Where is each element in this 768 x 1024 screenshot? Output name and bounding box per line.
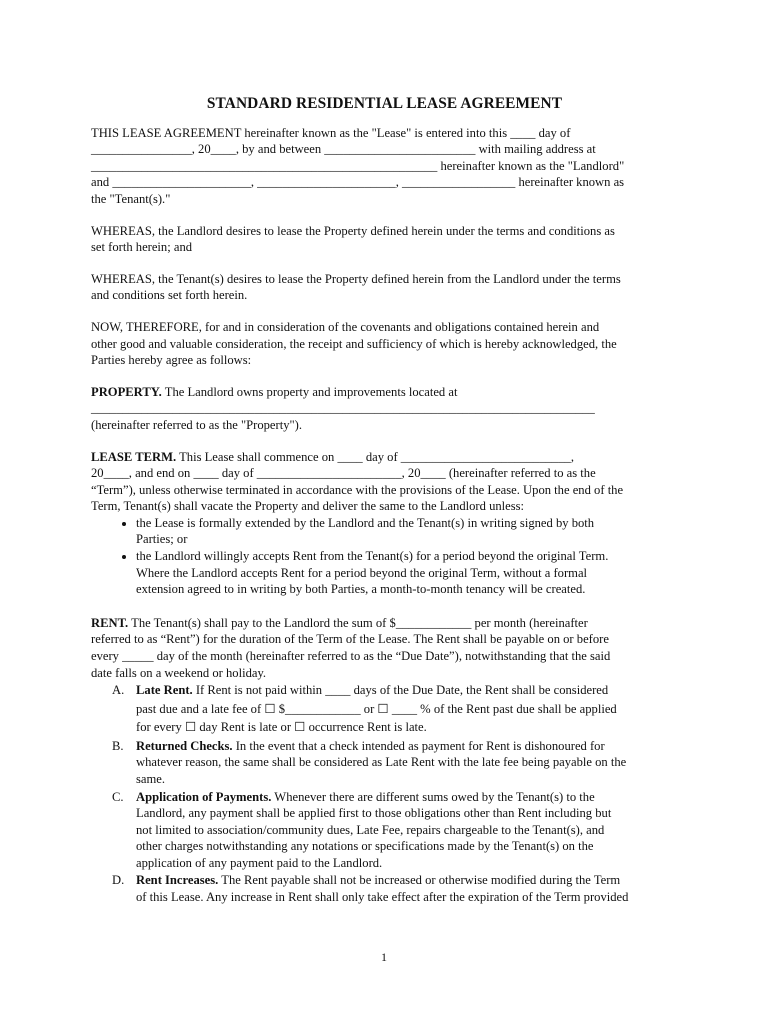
document-title: STANDARD RESIDENTIAL LEASE AGREEMENT	[206, 95, 563, 112]
whereas-landlord-paragraph	[91, 223, 678, 256]
subsection-line: application of any payment paid to the Landlord.	[136, 855, 383, 870]
list-marker: B.	[112, 738, 124, 753]
subsection-line: other charges notwithstanding any notations or specifications made by the Tenant(s) on the	[136, 839, 594, 854]
subsection-line	[136, 738, 678, 755]
intro-line: the "Tenant(s)."	[91, 191, 171, 206]
rent-subsections	[91, 681, 678, 905]
whereas-line: set forth herein; and	[91, 240, 193, 255]
lease-term-heading: LEASE TERM.	[91, 449, 177, 464]
bullet-line: extension agreed to in writing by both Parties, a month-to-month tenancy will be created.	[136, 582, 586, 597]
whereas-tenant-paragraph	[91, 271, 678, 304]
property-line	[91, 384, 678, 401]
rent-line: referred to as “Rent”) for the duration of the Term of the Lease. The Rent shall be payable on or before	[91, 632, 609, 647]
property-text: The Landlord owns property and improvements located at	[161, 384, 458, 399]
rent-line: every _____ day of the month (hereinafter referred to as the “Due Date”), notwithstanding that the said	[91, 649, 611, 664]
lease-term-section	[91, 449, 678, 598]
rent-line: date falls on a weekend or holiday.	[91, 665, 267, 680]
list-item	[136, 548, 678, 598]
bullet-line: • the Lease is formally extended by the Landlord and the Tenant(s) in writing signed by both	[136, 515, 595, 530]
now-therefore-line: other good and valuable consideration, the receipt and sufficiency of which is hereby acknowledged, the	[91, 336, 617, 351]
subsection-line: past due and a late fee of ☐ $____________ or ☐ ____ % of the Rent past due shall be applied	[136, 701, 617, 716]
intro-line: and ______________________, ______________________, __________________ hereinafter known as	[91, 175, 625, 190]
lease-term-text: This Lease shall commence on ____ day of ___________________________,	[176, 449, 574, 464]
property-line: (hereinafter referred to as the "Property").	[91, 417, 302, 432]
rent-heading: RENT.	[91, 615, 129, 630]
rent-increases-item	[112, 872, 678, 905]
list-marker: D.	[112, 873, 125, 888]
application-of-payments-heading: Application of Payments.	[136, 789, 272, 804]
returned-checks-heading: Returned Checks.	[136, 738, 233, 753]
bullet-line: Parties; or	[136, 532, 188, 547]
subsection-line	[136, 872, 678, 889]
returned-checks-text: In the event that a check intended as payment for Rent is dishonoured for	[232, 738, 605, 753]
whereas-line: WHEREAS, the Tenant(s) desires to lease the Property defined herein from the Landlord under the terms	[91, 271, 621, 286]
intro-line: _______________________________________________________ hereinafter known as the "Landlord"	[91, 158, 625, 173]
property-address-blank: ________________________________________________________________________________	[91, 401, 595, 416]
subsection-line: not limited to association/community dues, Late Fee, repairs chargeable to the Tenant(s), and	[136, 822, 605, 837]
late-rent-item	[112, 681, 678, 737]
list-marker: A.	[112, 683, 125, 698]
whereas-line: and conditions set forth herein.	[91, 288, 248, 303]
subsection-line: for every ☐ day Rent is late or ☐ occurrence Rent is late.	[136, 720, 427, 735]
intro-line: ________________, 20____, by and between ________________________ with mailing address at	[91, 142, 596, 157]
subsection-line	[136, 681, 678, 700]
intro-line: THIS LEASE AGREEMENT hereinafter known as the "Lease" is entered into this ____ day of	[91, 125, 571, 140]
rent-text: The Tenant(s) shall pay to the Landlord the sum of $____________ per month (hereinafter	[128, 615, 588, 630]
bullet-line: • the Landlord willingly accepts Rent from the Tenant(s) for a period beyond the original Term.	[136, 549, 609, 564]
lease-term-conditions	[91, 515, 678, 598]
subsection-line: Landlord, any payment shall be applied first to those obligations other than Rent including but	[136, 806, 612, 821]
subsection-line: same.	[136, 771, 166, 786]
lease-term-line: “Term”), unless otherwise terminated in accordance with the provisions of the Lease. Upon the end of the	[91, 482, 624, 497]
lease-term-line: 20____, and end on ____ day of _______________________, 20____ (hereinafter referred to as the	[91, 466, 596, 481]
subsection-line: whatever reason, the same shall be considered as Late Rent with the late fee being payable on the	[136, 755, 627, 770]
now-therefore-line: NOW, THEREFORE, for and in consideration of the covenants and obligations contained herein and	[91, 319, 600, 334]
late-rent-text: If Rent is not paid within ____ days of the Due Date, the Rent shall be considered	[192, 683, 609, 698]
rent-increases-text: The Rent payable shall not be increased or otherwise modified during the Term	[218, 873, 621, 888]
returned-checks-item	[112, 738, 678, 788]
now-therefore-line: Parties hereby agree as follows:	[91, 353, 252, 368]
property-section	[91, 384, 678, 434]
bullet-line: Where the Landlord accepts Rent for a period beyond the original Term, without a formal	[136, 565, 588, 580]
page-number: 1	[381, 950, 387, 964]
subsection-line	[136, 789, 678, 806]
lease-term-line	[91, 449, 678, 466]
rent-line	[91, 615, 678, 632]
whereas-line: WHEREAS, the Landlord desires to lease the Property defined herein under the terms and conditions as	[91, 223, 615, 238]
lease-term-line: Term, Tenant(s) shall vacate the Property and deliver the same to the Landlord unless:	[91, 499, 525, 514]
intro-paragraph	[91, 125, 678, 208]
list-marker: C.	[112, 789, 124, 804]
application-of-payments-item	[112, 789, 678, 872]
property-heading: PROPERTY.	[91, 384, 162, 399]
rent-section	[91, 615, 678, 906]
late-rent-heading: Late Rent.	[136, 683, 193, 698]
rent-increases-heading: Rent Increases.	[136, 873, 219, 888]
subsection-line: of this Lease. Any increase in Rent shall only take effect after the expiration of the Term provided	[136, 890, 629, 905]
application-of-payments-text: Whenever there are different sums owed by the Tenant(s) to the	[271, 789, 595, 804]
list-item	[136, 515, 678, 548]
now-therefore-paragraph	[91, 319, 678, 369]
